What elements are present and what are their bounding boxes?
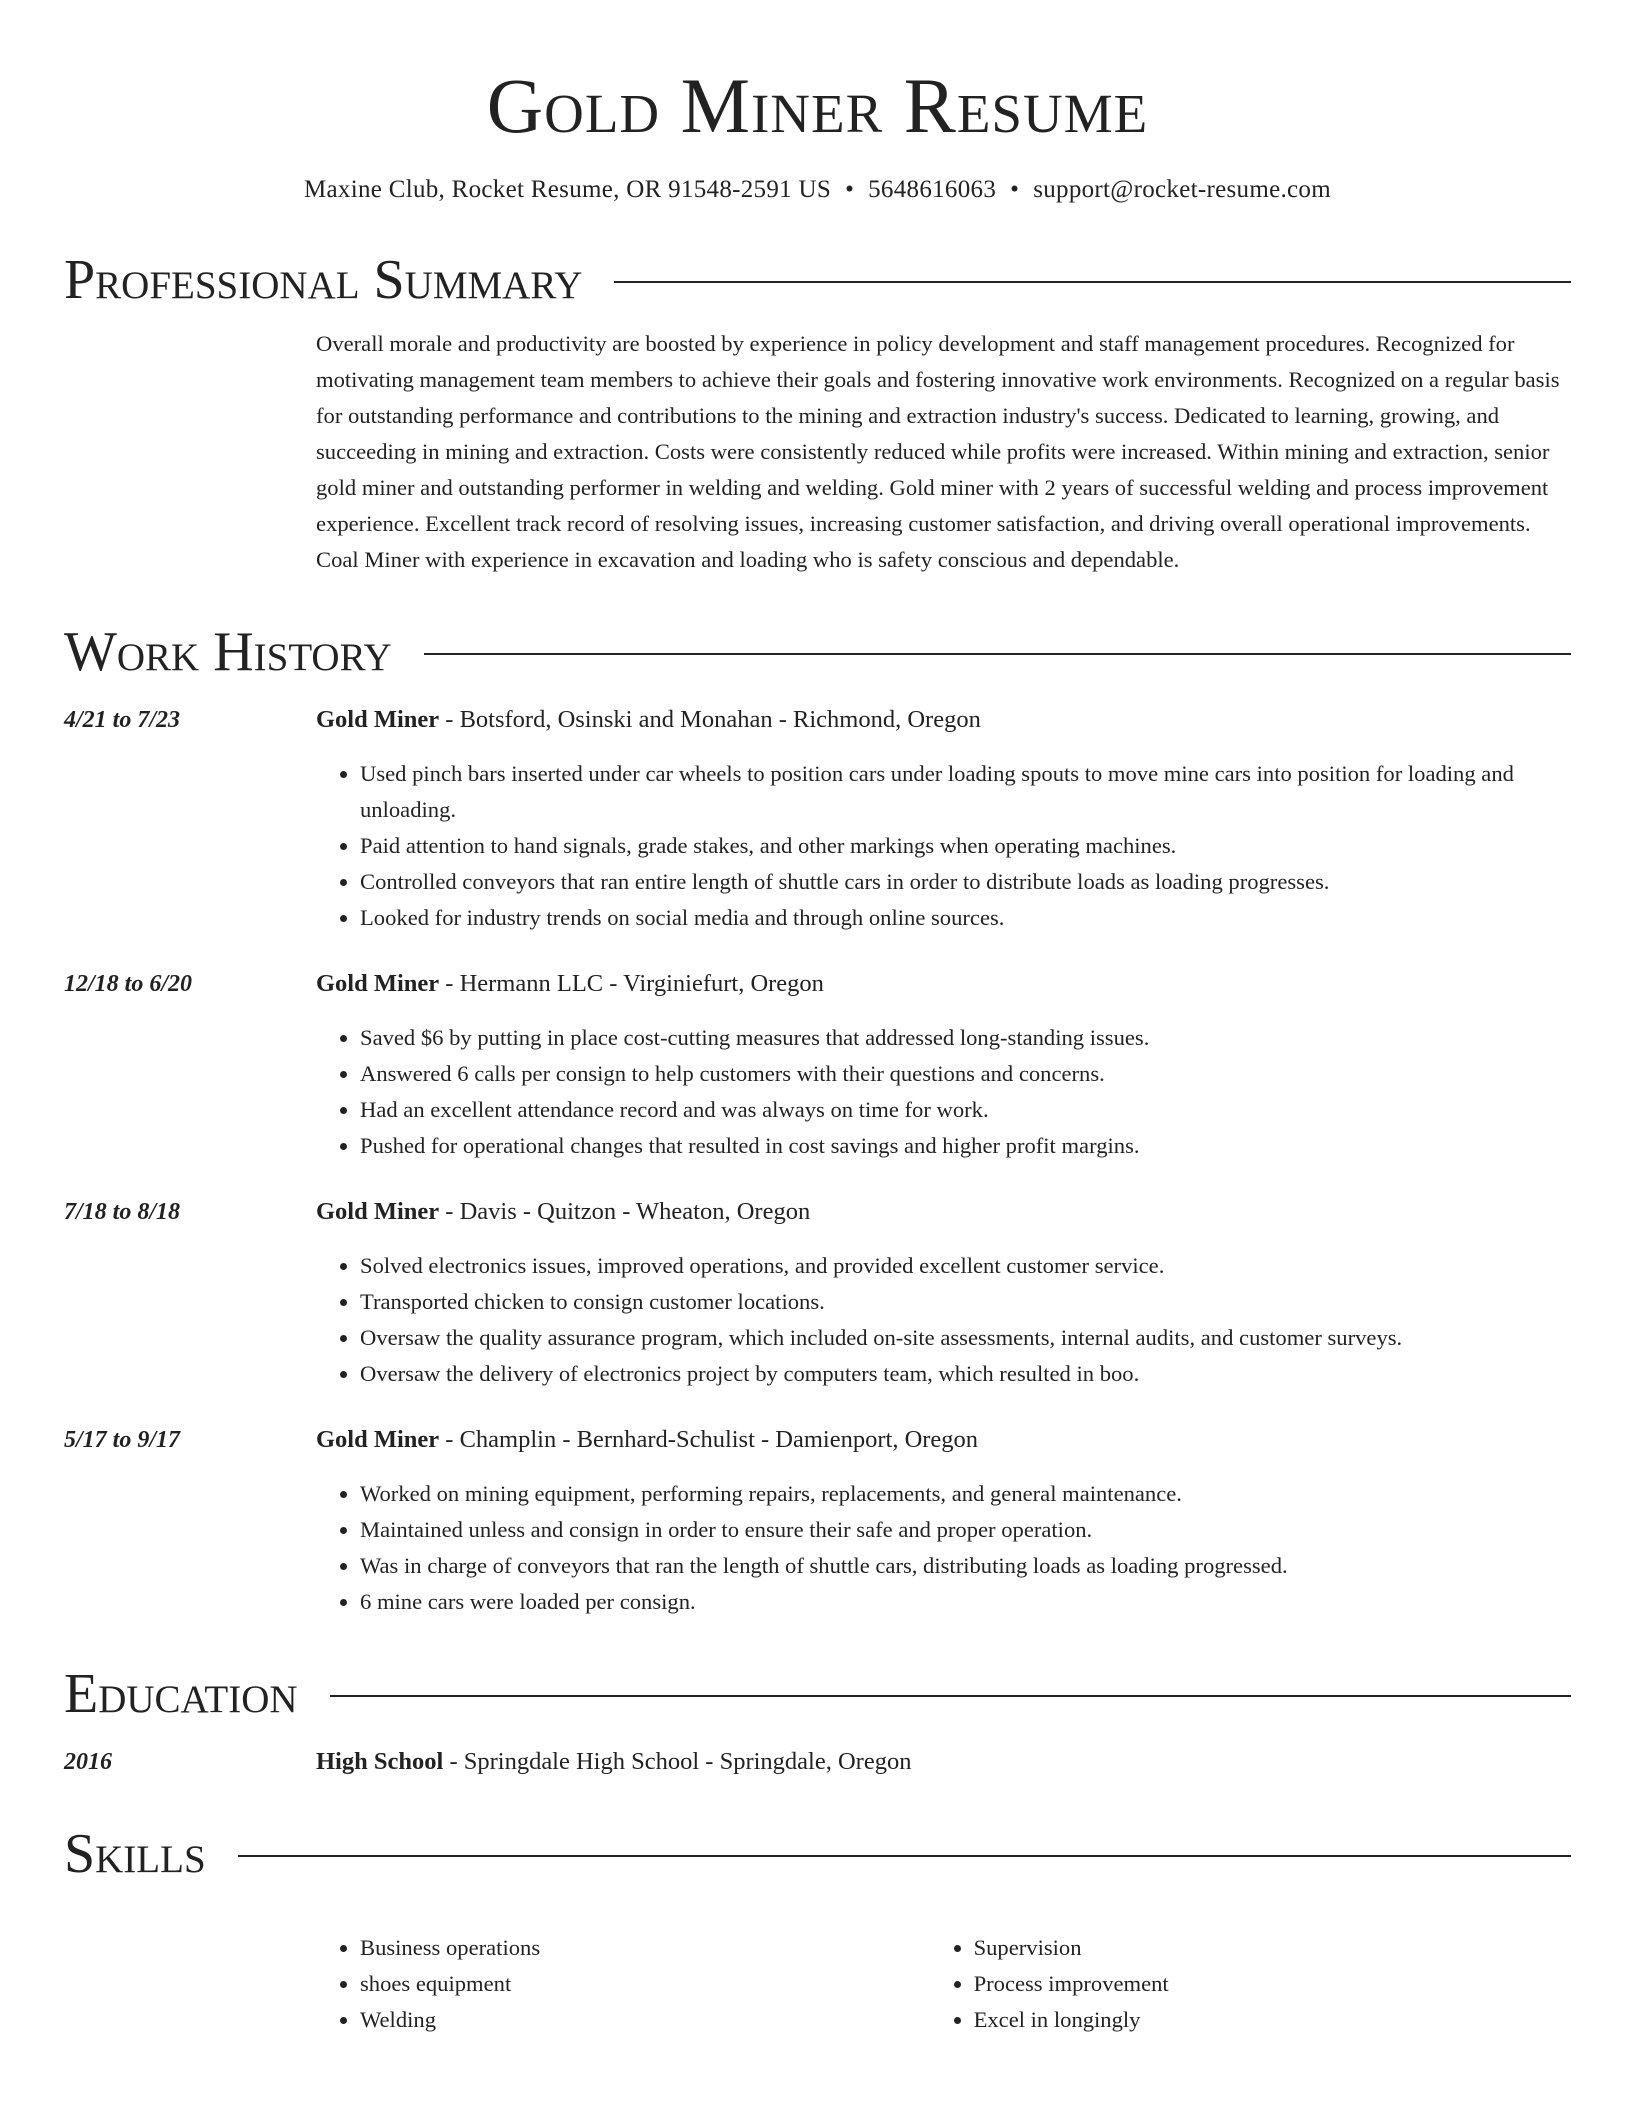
work-heading: Work History (64, 621, 392, 683)
education-heading: Education (64, 1663, 298, 1725)
education-entry (64, 1744, 1571, 1780)
education-degree: High School (316, 1748, 444, 1775)
job-details: - Davis - Quitzon - Wheaton, Oregon (439, 1198, 811, 1225)
skills-column-right (930, 1930, 1571, 2038)
skill-item: • Supervision (974, 1930, 1571, 1966)
job-bullet: • Transported chicken to consign customer locations. (360, 1284, 1571, 1320)
contact-separator: • (1010, 176, 1020, 203)
education-body (316, 1744, 1571, 1780)
job-body (316, 1194, 1571, 1392)
work-section-header (64, 620, 1571, 684)
job-bullet: • Looked for industry trends on social media and through online sources. (360, 900, 1571, 936)
job-title: Gold Miner (316, 1426, 440, 1453)
job-title: Gold Miner (316, 970, 440, 997)
job-bullet: • Saved $6 by putting in place cost-cutting measures that addressed long-standing issues. (360, 1020, 1571, 1056)
job-bullets (316, 1020, 1571, 1164)
section-divider (330, 1695, 1571, 1697)
job-body (316, 966, 1571, 1164)
job-bullet: • Paid attention to hand signals, grade stakes, and other markings when operating machines. (360, 828, 1571, 864)
section-divider (238, 1855, 1571, 1857)
job-entry (64, 966, 1571, 1164)
job-title-line (316, 966, 1571, 1002)
skill-item: • shoes equipment (360, 1966, 930, 2002)
education-dates: 2016 (64, 1749, 112, 1775)
skill-item: • Business operations (360, 1930, 930, 1966)
contact-address: Maxine Club, Rocket Resume, OR 91548-2591 US (304, 176, 832, 203)
job-bullet: • Worked on mining equipment, performing repairs, replacements, and general maintenance. (360, 1476, 1571, 1512)
job-bullet: • Was in charge of conveyors that ran the length of shuttle cars, distributing loads as loading progressed. (360, 1548, 1571, 1584)
job-bullet: • Used pinch bars inserted under car wheels to position cars under loading spouts to move mine cars into position for loading and unloading. (360, 756, 1571, 828)
job-title-line (316, 1422, 1571, 1458)
job-details: - Botsford, Osinski and Monahan - Richmond, Oregon (439, 706, 981, 733)
skills-list (316, 1930, 1571, 2038)
job-bullet: • Pushed for operational changes that resulted in cost savings and higher profit margins. (360, 1128, 1571, 1164)
skills-heading: Skills (64, 1823, 206, 1885)
job-bullet: • Controlled conveyors that ran entire length of shuttle cars in order to distribute loads as loading progresses. (360, 864, 1571, 900)
job-entry (64, 1194, 1571, 1392)
summary-heading: Professional Summary (64, 249, 583, 311)
job-title-line (316, 702, 1571, 738)
education-details: - Springdale High School - Springdale, Oregon (443, 1748, 912, 1775)
resume-title: Gold Miner Resume (486, 62, 1149, 149)
skill-item: • Welding (360, 2002, 930, 2038)
education-title-line (316, 1744, 1571, 1780)
job-bullet: • Oversaw the quality assurance program, which included on-site assessments, internal audits, and customer surveys. (360, 1320, 1571, 1356)
job-bullet: • Oversaw the delivery of electronics project by computers team, which resulted in boo. (360, 1356, 1571, 1392)
job-title: Gold Miner (316, 706, 440, 733)
job-dates: 4/21 to 7/23 (64, 707, 181, 733)
job-title-line (316, 1194, 1571, 1230)
job-title: Gold Miner (316, 1198, 440, 1225)
job-entry (64, 1422, 1571, 1620)
job-dates: 5/17 to 9/17 (64, 1427, 181, 1453)
job-bullet: • Had an excellent attendance record and was always on time for work. (360, 1092, 1571, 1128)
contact-separator: • (845, 176, 855, 203)
contact-phone: 5648616063 (868, 176, 997, 203)
job-dates: 7/18 to 8/18 (64, 1199, 181, 1225)
summary-text: Overall morale and productivity are boosted by experience in policy development and staff management procedures. Recognized for motivating management team members to achieve their goals and fostering innovative work environments. Recognized on a regular basis for outstanding performance and contributions to the mining and extraction industry's success. Dedicated to learning, growing, and succeeding in mining and extraction. Costs were consistently reduced while profits were increased. Within mining and extraction, senior gold miner and outstanding performer in welding and welding. Gold miner with 2 years of successful welding and process improvement experience. Excellent track record of resolving issues, increasing customer satisfaction, and driving overall operational improvements. Coal Miner with experience in excavation and loading who is safety conscious and dependable. (316, 331, 1560, 572)
job-details: - Champlin - Bernhard-Schulist - Damienport, Oregon (439, 1426, 979, 1453)
contact-email: support@rocket-resume.com (1033, 176, 1331, 203)
contact-line (64, 174, 1571, 206)
job-bullet: • Maintained unless and consign in order to ensure their safe and proper operation. (360, 1512, 1571, 1548)
job-body (316, 1422, 1571, 1620)
job-bullet: • 6 mine cars were loaded per consign. (360, 1584, 1571, 1620)
education-section-header (64, 1662, 1571, 1726)
job-bullets (316, 1248, 1571, 1392)
skill-item: • Process improvement (974, 1966, 1571, 2002)
job-bullet: • Answered 6 calls per consign to help customers with their questions and concerns. (360, 1056, 1571, 1092)
skill-item: • Excel in longingly (974, 2002, 1571, 2038)
section-divider (614, 281, 1571, 283)
summary-section-header (64, 248, 1571, 312)
job-bullet: • Solved electronics issues, improved operations, and provided excellent customer service. (360, 1248, 1571, 1284)
skills-section-header (64, 1822, 1571, 1886)
job-entry (64, 702, 1571, 936)
job-body (316, 702, 1571, 936)
section-divider (424, 653, 1571, 655)
resume-page (64, 0, 1571, 2038)
job-dates: 12/18 to 6/20 (64, 971, 193, 997)
job-bullets (316, 756, 1571, 936)
job-details: - Hermann LLC - Virginiefurt, Oregon (439, 970, 824, 997)
job-bullets (316, 1476, 1571, 1620)
skills-column-left (316, 1930, 930, 2038)
